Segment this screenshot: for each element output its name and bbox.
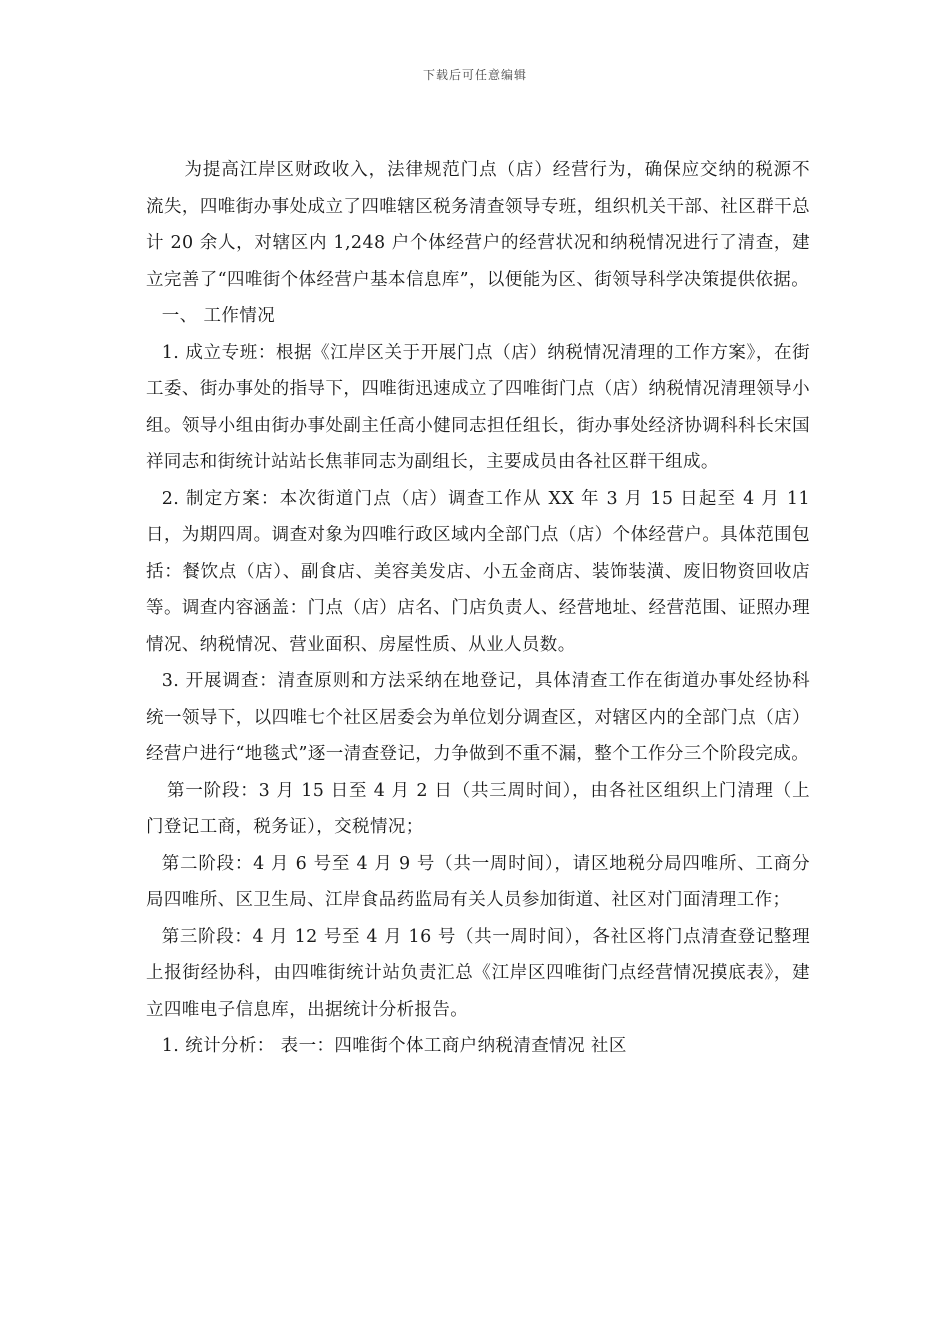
item-2-paragraph: 2. 制定方案：本次街道门点（店）调查工作从 XX 年 3 月 15 日起至 4 月 11 日，为期四周。调查对象为四唯行政区域内全部门点（店）个体经营户。具体范围包括：餐饮点（店）、副食店、美容美发店、小五金商店、装饰装潢、废旧物资回收店等。调查内容涵盖：门点（店）店名、门店负责人、经营地址、经营范围、证照办理情况、纳税情况、营业面积、房屋性质、从业人员数。 <box>146 488 810 655</box>
phase-1-paragraph: 第一阶段：3 月 15 日至 4 月 2 日（共三周时间），由各社区组织上门清理（上门登记工商，税务证），交税情况； <box>146 780 810 837</box>
header-note: 下载后可任意编辑 <box>422 68 527 82</box>
item-1-paragraph: 1. 成立专班：根据《江岸区关于开展门点（店）纳税情况清理的工作方案》，在街工委、街办事处的指导下，四唯街迅速成立了四唯街门点（店）纳税情况清理领导小组。领导小组由街办事处副主任高小健同志担任组长，街办事处经济协调科科长宋国祥同志和街统计站站长焦菲同志为副组长，主要成员由各社区群干组成。 <box>146 342 810 472</box>
section-heading: 一、 工作情况 <box>161 306 276 326</box>
item-3-paragraph: 3. 开展调查：清查原则和方法采纳在地登记，具体清查工作在街道办事处经协科统一领导下，以四唯七个社区居委会为单位划分调查区，对辖区内的全部门点（店）经营户进行“地毯式”逐一清查登记，力争做到不重不漏，整个工作分三个阶段完成。 <box>146 671 810 764</box>
phase-3-paragraph: 第三阶段：4 月 12 号至 4 月 16 号（共一周时间），各社区将门点清查登记整理上报街经协科，由四唯街统计站负责汇总《江岸区四唯街门点经营情况摸底表》，建立四唯电子信息库，出据统计分析报告。 <box>146 926 810 1020</box>
stats-analysis-line: 1. 统计分析： 表一：四唯街个体工商户纳税清查情况 社区 <box>161 1036 627 1056</box>
phase-2-paragraph: 第二阶段：4 月 6 号至 4 月 9 号（共一周时间），请区地税分局四唯所、工商分局四唯所、区卫生局、江岸食品药监局有关人员参加街道、社区对门面清理工作； <box>146 853 810 910</box>
document-body <box>146 152 810 1065</box>
intro-paragraph: 为提高江岸区财政收入，法律规范门点（店）经营行为，确保应交纳的税源不流失，四唯街办事处成立了四唯辖区税务清查领导专班，组织机关干部、社区群干总计 20 余人，对辖区内 1,248 户个体经营户的经营状况和纳税情况进行了清查，建立完善了“四唯街个体经营户基本信息库”，以便能为区、街领导科学决策提供依据。 <box>146 160 810 290</box>
